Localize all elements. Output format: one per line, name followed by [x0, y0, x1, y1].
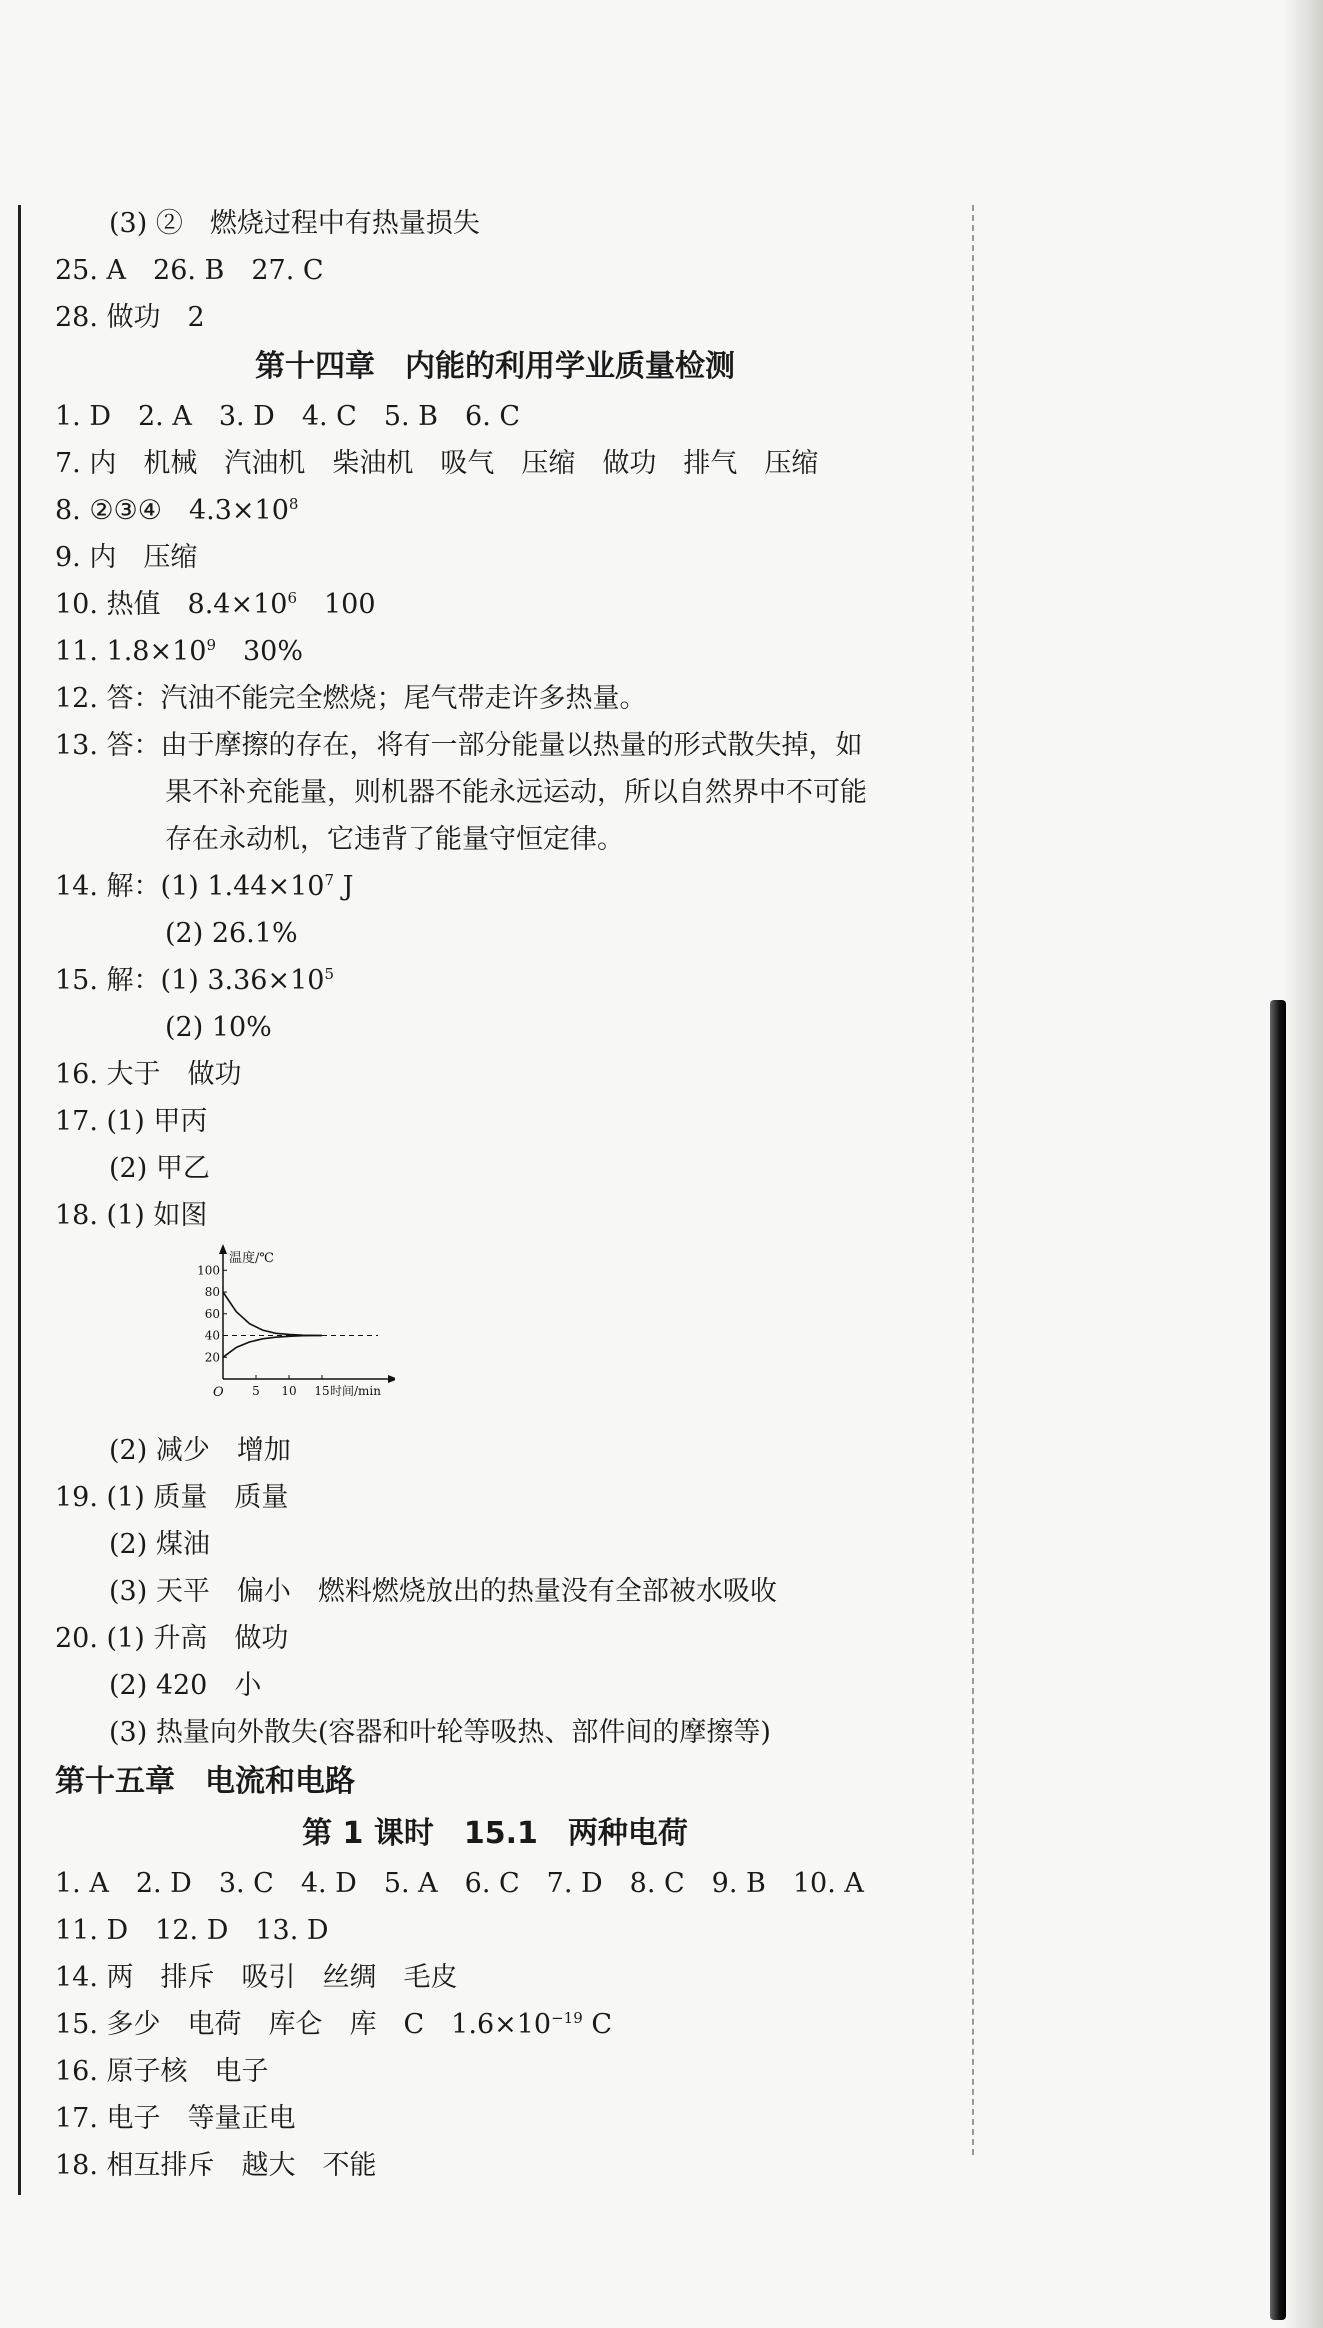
answer-line: 17. 电子 等量正电 — [55, 2103, 296, 2134]
answer-line: 果不补充能量，则机器不能永远运动，所以自然界中不可能 — [165, 777, 867, 808]
answer-line: (2) 26.1% — [165, 918, 298, 949]
answer-line: (2) 甲乙 — [109, 1153, 210, 1184]
origin-label: O — [213, 1385, 224, 1400]
temperature-chart-wrap — [55, 1239, 955, 1427]
answer-line: 16. 大于 做功 — [55, 1059, 242, 1090]
answer-line: (3) 天平 偏小 燃料燃烧放出的热量没有全部被水吸收 — [109, 1576, 777, 1607]
lesson-1-title: 第 1 课时 15.1 两种电荷 — [302, 1816, 688, 1851]
answer-line: 20. (1) 升高 做功 — [55, 1623, 289, 1654]
y-tick-label: 20 — [204, 1350, 220, 1365]
answer-line: (3) 热量向外散失(容器和叶轮等吸热、部件间的摩擦等) — [109, 1717, 771, 1748]
answer-line: 14. 解：(1) $1.44\times 10^7$ J — [55, 871, 354, 902]
answer-line: 17. (1) 甲丙 — [55, 1106, 208, 1137]
y-tick-label: 60 — [204, 1306, 220, 1321]
answer-line: 14. 两 排斥 吸引 丝绸 毛皮 — [55, 1962, 458, 1993]
temperature-time-chart — [175, 1239, 395, 1419]
x-tick-label: 15 — [314, 1384, 330, 1398]
chapter-15-title: 第十五章 电流和电路 — [55, 1764, 355, 1799]
answer-line: 15. 多少 电荷 库仑 库 C $1.6\times 10^{-19}$ C — [55, 2009, 613, 2040]
page-edge-shadow — [1283, 0, 1323, 2328]
y-axis-label: 温度/℃ — [229, 1251, 274, 1266]
answer-line: 28. 做功 2 — [55, 302, 205, 333]
answer-line: 7. 内 机械 汽油机 柴油机 吸气 压缩 做功 排气 压缩 — [55, 448, 819, 479]
x-tick-label: 5 — [252, 1384, 260, 1398]
left-margin-rule — [18, 205, 21, 2195]
answer-line: 16. 原子核 电子 — [55, 2056, 269, 2087]
answer-line: (2) 420 小 — [109, 1670, 262, 1701]
answer-line: 10. 热值 $8.4\times 10^6$ 100 — [55, 589, 376, 620]
answer-line: 11. $1.8\times 10^9$ 30% — [55, 636, 304, 667]
answer-line: 11. D 12. D 13. D — [55, 1915, 329, 1946]
y-tick-label: 40 — [204, 1328, 220, 1343]
series-line-cooling — [223, 1292, 322, 1336]
answer-line: (2) 10% — [165, 1012, 272, 1043]
y-tick-label: 80 — [204, 1285, 220, 1300]
answer-line: (3) ② 燃烧过程中有热量损失 — [109, 208, 480, 239]
answer-line: 12. 答：汽油不能完全燃烧；尾气带走许多热量。 — [55, 683, 647, 714]
answer-line: 1. A 2. D 3. C 4. D 5. A 6. C 7. D 8. C 9. B 10. A — [55, 1868, 864, 1899]
answer-content — [55, 200, 955, 2189]
answer-line: 19. (1) 质量 质量 — [55, 1482, 289, 1513]
column-divider — [972, 205, 974, 2155]
binding-edge — [1270, 1000, 1286, 2320]
y-tick-label: 100 — [197, 1263, 220, 1278]
chapter-14-test-title: 第十四章 内能的利用学业质量检测 — [255, 349, 735, 384]
answer-line: 8. ②③④ $4.3\times 10^8$ — [55, 495, 299, 526]
answer-line: 15. 解：(1) $3.36\times 10^5$ — [55, 965, 334, 996]
answer-line: (2) 减少 增加 — [109, 1435, 291, 1466]
answer-line: (2) 煤油 — [109, 1529, 210, 1560]
y-axis-arrow — [219, 1244, 227, 1254]
answer-line: 13. 答：由于摩擦的存在，将有一部分能量以热量的形式散失掉，如 — [55, 730, 863, 761]
series-line-heating — [223, 1336, 322, 1358]
x-tick-label: 10 — [281, 1384, 297, 1398]
answer-line: 存在永动机，它违背了能量守恒定律。 — [165, 824, 624, 855]
answer-line: 9. 内 压缩 — [55, 542, 198, 573]
answer-line: 1. D 2. A 3. D 4. C 5. B 6. C — [55, 401, 521, 432]
x-axis-label: 时间/min — [330, 1384, 381, 1398]
x-axis-arrow — [388, 1375, 395, 1383]
answer-line: 18. (1) 如图 — [55, 1200, 208, 1231]
answer-line: 25. A 26. B 27. C — [55, 255, 324, 286]
answer-line: 18. 相互排斥 越大 不能 — [55, 2150, 377, 2181]
